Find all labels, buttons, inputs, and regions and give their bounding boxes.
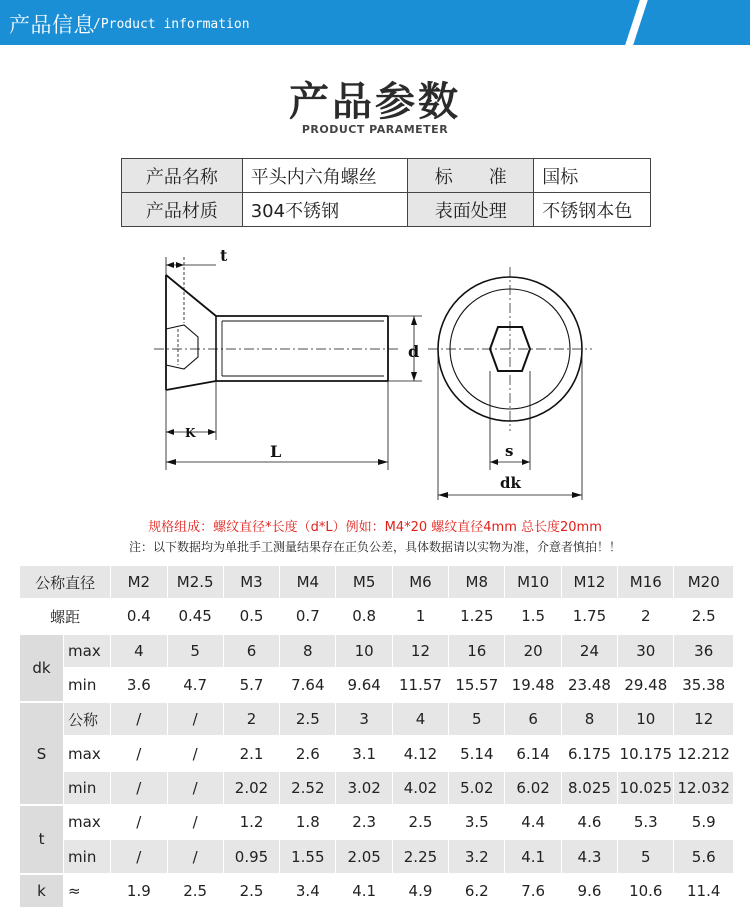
- param-row: [122, 193, 651, 227]
- spec-cell: 0.4: [111, 600, 167, 634]
- spec-cell: 3.1: [336, 737, 392, 771]
- spec-cell: 2.5: [168, 875, 224, 909]
- dim-d-label: d: [408, 342, 420, 361]
- spec-cell: 1.55: [280, 840, 336, 874]
- spec-cell: 1.25: [449, 600, 505, 634]
- spec-header-row: [20, 566, 734, 600]
- specification-table: [20, 566, 734, 909]
- spec-sub-label: min: [64, 669, 111, 703]
- spec-cell: 10.6: [618, 875, 674, 909]
- spec-cell: /: [168, 772, 224, 806]
- spec-cell: /: [111, 737, 167, 771]
- spec-cell: 24: [562, 635, 618, 669]
- spec-sub-label: max: [64, 635, 111, 669]
- spec-cell: 12.212: [674, 737, 734, 771]
- spec-row: [20, 635, 734, 669]
- spec-cell: 4.1: [505, 840, 561, 874]
- spec-cell: 2.5: [674, 600, 734, 634]
- spec-row: [20, 806, 734, 840]
- spec-cell: 10: [618, 703, 674, 737]
- spec-cell: 9.6: [562, 875, 618, 909]
- spec-cell: 1.2: [224, 806, 280, 840]
- section-subtitle: PRODUCT PARAMETER: [301, 123, 449, 136]
- spec-cell: 20: [505, 635, 561, 669]
- spec-header-size: M2.5: [168, 566, 224, 600]
- spec-cell: 4.6: [562, 806, 618, 840]
- spec-cell: 3.6: [111, 669, 167, 703]
- dim-k-label: K: [185, 426, 196, 440]
- spec-cell: 5.7: [224, 669, 280, 703]
- spec-cell: 4.02: [393, 772, 449, 806]
- spec-cell: 10.175: [618, 737, 674, 771]
- spec-cell: 2.25: [393, 840, 449, 874]
- spec-cell: 10.025: [618, 772, 674, 806]
- section-title: 产品参数: [289, 79, 461, 125]
- banner-title: 产品信息: [9, 13, 95, 37]
- spec-cell: 2: [618, 600, 674, 634]
- spec-cell: 5: [168, 635, 224, 669]
- spec-cell: 3.5: [449, 806, 505, 840]
- spec-cell: 23.48: [562, 669, 618, 703]
- param-label: 表面处理: [408, 193, 534, 227]
- spec-sub-label: min: [64, 772, 111, 806]
- spec-row: [20, 875, 734, 909]
- spec-cell: 2.5: [224, 875, 280, 909]
- spec-cell: 4: [111, 635, 167, 669]
- spec-cell: /: [168, 840, 224, 874]
- spec-row: [20, 737, 734, 771]
- spec-row: [20, 703, 734, 737]
- spec-row: [20, 772, 734, 806]
- spec-group-label: dk: [20, 635, 64, 704]
- spec-group-label: k: [20, 875, 64, 909]
- spec-cell: 5: [618, 840, 674, 874]
- spec-cell: 12.032: [674, 772, 734, 806]
- spec-cell: 5.6: [674, 840, 734, 874]
- spec-cell: 0.8: [336, 600, 392, 634]
- spec-cell: 36: [674, 635, 734, 669]
- spec-cell: 19.48: [505, 669, 561, 703]
- spec-cell: 4.1: [336, 875, 392, 909]
- spec-header-size: M12: [562, 566, 618, 600]
- spec-cell: 2.5: [393, 806, 449, 840]
- spec-group-label: t: [20, 806, 64, 875]
- spec-row: [20, 669, 734, 703]
- spec-cell: 6.14: [505, 737, 561, 771]
- spec-cell: 1.5: [505, 600, 561, 634]
- spec-sub-label: max: [64, 737, 111, 771]
- spec-cell: 7.6: [505, 875, 561, 909]
- spec-sub-label: 公称: [64, 703, 111, 737]
- spec-sub-label: max: [64, 806, 111, 840]
- dim-dk-label: dk: [500, 474, 521, 492]
- spec-cell: 4.12: [393, 737, 449, 771]
- spec-cell: 0.45: [168, 600, 224, 634]
- spec-cell: 0.7: [280, 600, 336, 634]
- spec-cell: /: [111, 703, 167, 737]
- param-label: 产品材质: [122, 193, 243, 227]
- dimension-arrows: [166, 262, 420, 465]
- spec-cell: 6.175: [562, 737, 618, 771]
- spec-cell: 11.57: [393, 669, 449, 703]
- dim-t-label: t: [220, 246, 228, 265]
- spec-cell: 1.8: [280, 806, 336, 840]
- spec-cell: 7.64: [280, 669, 336, 703]
- spec-cell: 6: [505, 703, 561, 737]
- spec-cell: 35.38: [674, 669, 734, 703]
- spec-cell: 3.02: [336, 772, 392, 806]
- spec-row-label: 螺距: [20, 600, 111, 634]
- spec-header-size: M6: [393, 566, 449, 600]
- spec-cell: /: [111, 772, 167, 806]
- spec-cell: 5: [449, 703, 505, 737]
- param-value: 不锈钢本色: [534, 193, 651, 227]
- spec-cell: 5.3: [618, 806, 674, 840]
- spec-cell: /: [111, 840, 167, 874]
- spec-cell: 4.7: [168, 669, 224, 703]
- spec-header-size: M10: [505, 566, 561, 600]
- spec-group-label: S: [20, 703, 64, 806]
- dim-s-label: s: [505, 442, 514, 460]
- spec-cell: 10: [336, 635, 392, 669]
- param-label: 产品名称: [122, 159, 243, 193]
- spec-cell: 2.52: [280, 772, 336, 806]
- spec-cell: 0.5: [224, 600, 280, 634]
- param-value: 平头内六角螺丝: [242, 159, 408, 193]
- spec-cell: /: [168, 737, 224, 771]
- spec-cell: 8: [562, 703, 618, 737]
- spec-pitch-row: [20, 600, 734, 634]
- spec-cell: 4.4: [505, 806, 561, 840]
- spec-cell: 2.3: [336, 806, 392, 840]
- spec-cell: 4: [393, 703, 449, 737]
- spec-cell: 8.025: [562, 772, 618, 806]
- spec-cell: 12: [674, 703, 734, 737]
- spec-cell: 1: [393, 600, 449, 634]
- spec-cell: 2.6: [280, 737, 336, 771]
- spec-header-size: M8: [449, 566, 505, 600]
- spec-cell: 8: [280, 635, 336, 669]
- spec-cell: 4.3: [562, 840, 618, 874]
- spec-cell: 3.2: [449, 840, 505, 874]
- spec-cell: 15.57: [449, 669, 505, 703]
- spec-cell: 2.02: [224, 772, 280, 806]
- end-view: [428, 267, 592, 500]
- spec-cell: 1.9: [111, 875, 167, 909]
- screw-drawing: [150, 245, 600, 505]
- spec-header-size: M5: [336, 566, 392, 600]
- spec-header-label: 公称直径: [20, 566, 111, 600]
- param-value: 国标: [534, 159, 651, 193]
- spec-cell: 3.4: [280, 875, 336, 909]
- spec-cell: 3: [336, 703, 392, 737]
- spec-header-size: M4: [280, 566, 336, 600]
- spec-format-note: 规格组成：螺纹直径*长度（d*L）例如：M4*20 螺纹直径4mm 总长度20mm: [148, 520, 602, 535]
- spec-sub-label: ≈: [64, 875, 111, 909]
- spec-cell: 5.9: [674, 806, 734, 840]
- param-label: 标 准: [408, 159, 534, 193]
- spec-cell: 2.05: [336, 840, 392, 874]
- spec-cell: /: [168, 806, 224, 840]
- spec-header-size: M16: [618, 566, 674, 600]
- product-parameter-table: [121, 158, 651, 227]
- param-value: 304不锈钢: [242, 193, 408, 227]
- spec-cell: 6.2: [449, 875, 505, 909]
- spec-cell: 6: [224, 635, 280, 669]
- spec-cell: 5.14: [449, 737, 505, 771]
- spec-cell: 29.48: [618, 669, 674, 703]
- spec-cell: 16: [449, 635, 505, 669]
- banner-subtitle: /Product information: [93, 17, 250, 32]
- header-banner: [0, 0, 750, 45]
- banner-decoration: [623, 0, 649, 45]
- spec-cell: 12: [393, 635, 449, 669]
- spec-cell: /: [168, 703, 224, 737]
- spec-header-size: M2: [111, 566, 167, 600]
- dim-l-label: L: [270, 442, 282, 461]
- tolerance-disclaimer: 注：以下数据均为单批手工测量结果存在正负公差，具体数据请以实物为准，介意者慎拍！！: [128, 540, 621, 554]
- spec-cell: 0.95: [224, 840, 280, 874]
- param-row: [122, 159, 651, 193]
- spec-cell: 9.64: [336, 669, 392, 703]
- spec-header-size: M20: [674, 566, 734, 600]
- spec-row: [20, 840, 734, 874]
- spec-cell: 6.02: [505, 772, 561, 806]
- spec-cell: 2.1: [224, 737, 280, 771]
- spec-cell: 11.4: [674, 875, 734, 909]
- spec-cell: 4.9: [393, 875, 449, 909]
- spec-cell: 2: [224, 703, 280, 737]
- spec-cell: 30: [618, 635, 674, 669]
- spec-cell: 2.5: [280, 703, 336, 737]
- spec-sub-label: min: [64, 840, 111, 874]
- spec-header-size: M3: [224, 566, 280, 600]
- spec-cell: 1.75: [562, 600, 618, 634]
- spec-cell: /: [111, 806, 167, 840]
- spec-cell: 5.02: [449, 772, 505, 806]
